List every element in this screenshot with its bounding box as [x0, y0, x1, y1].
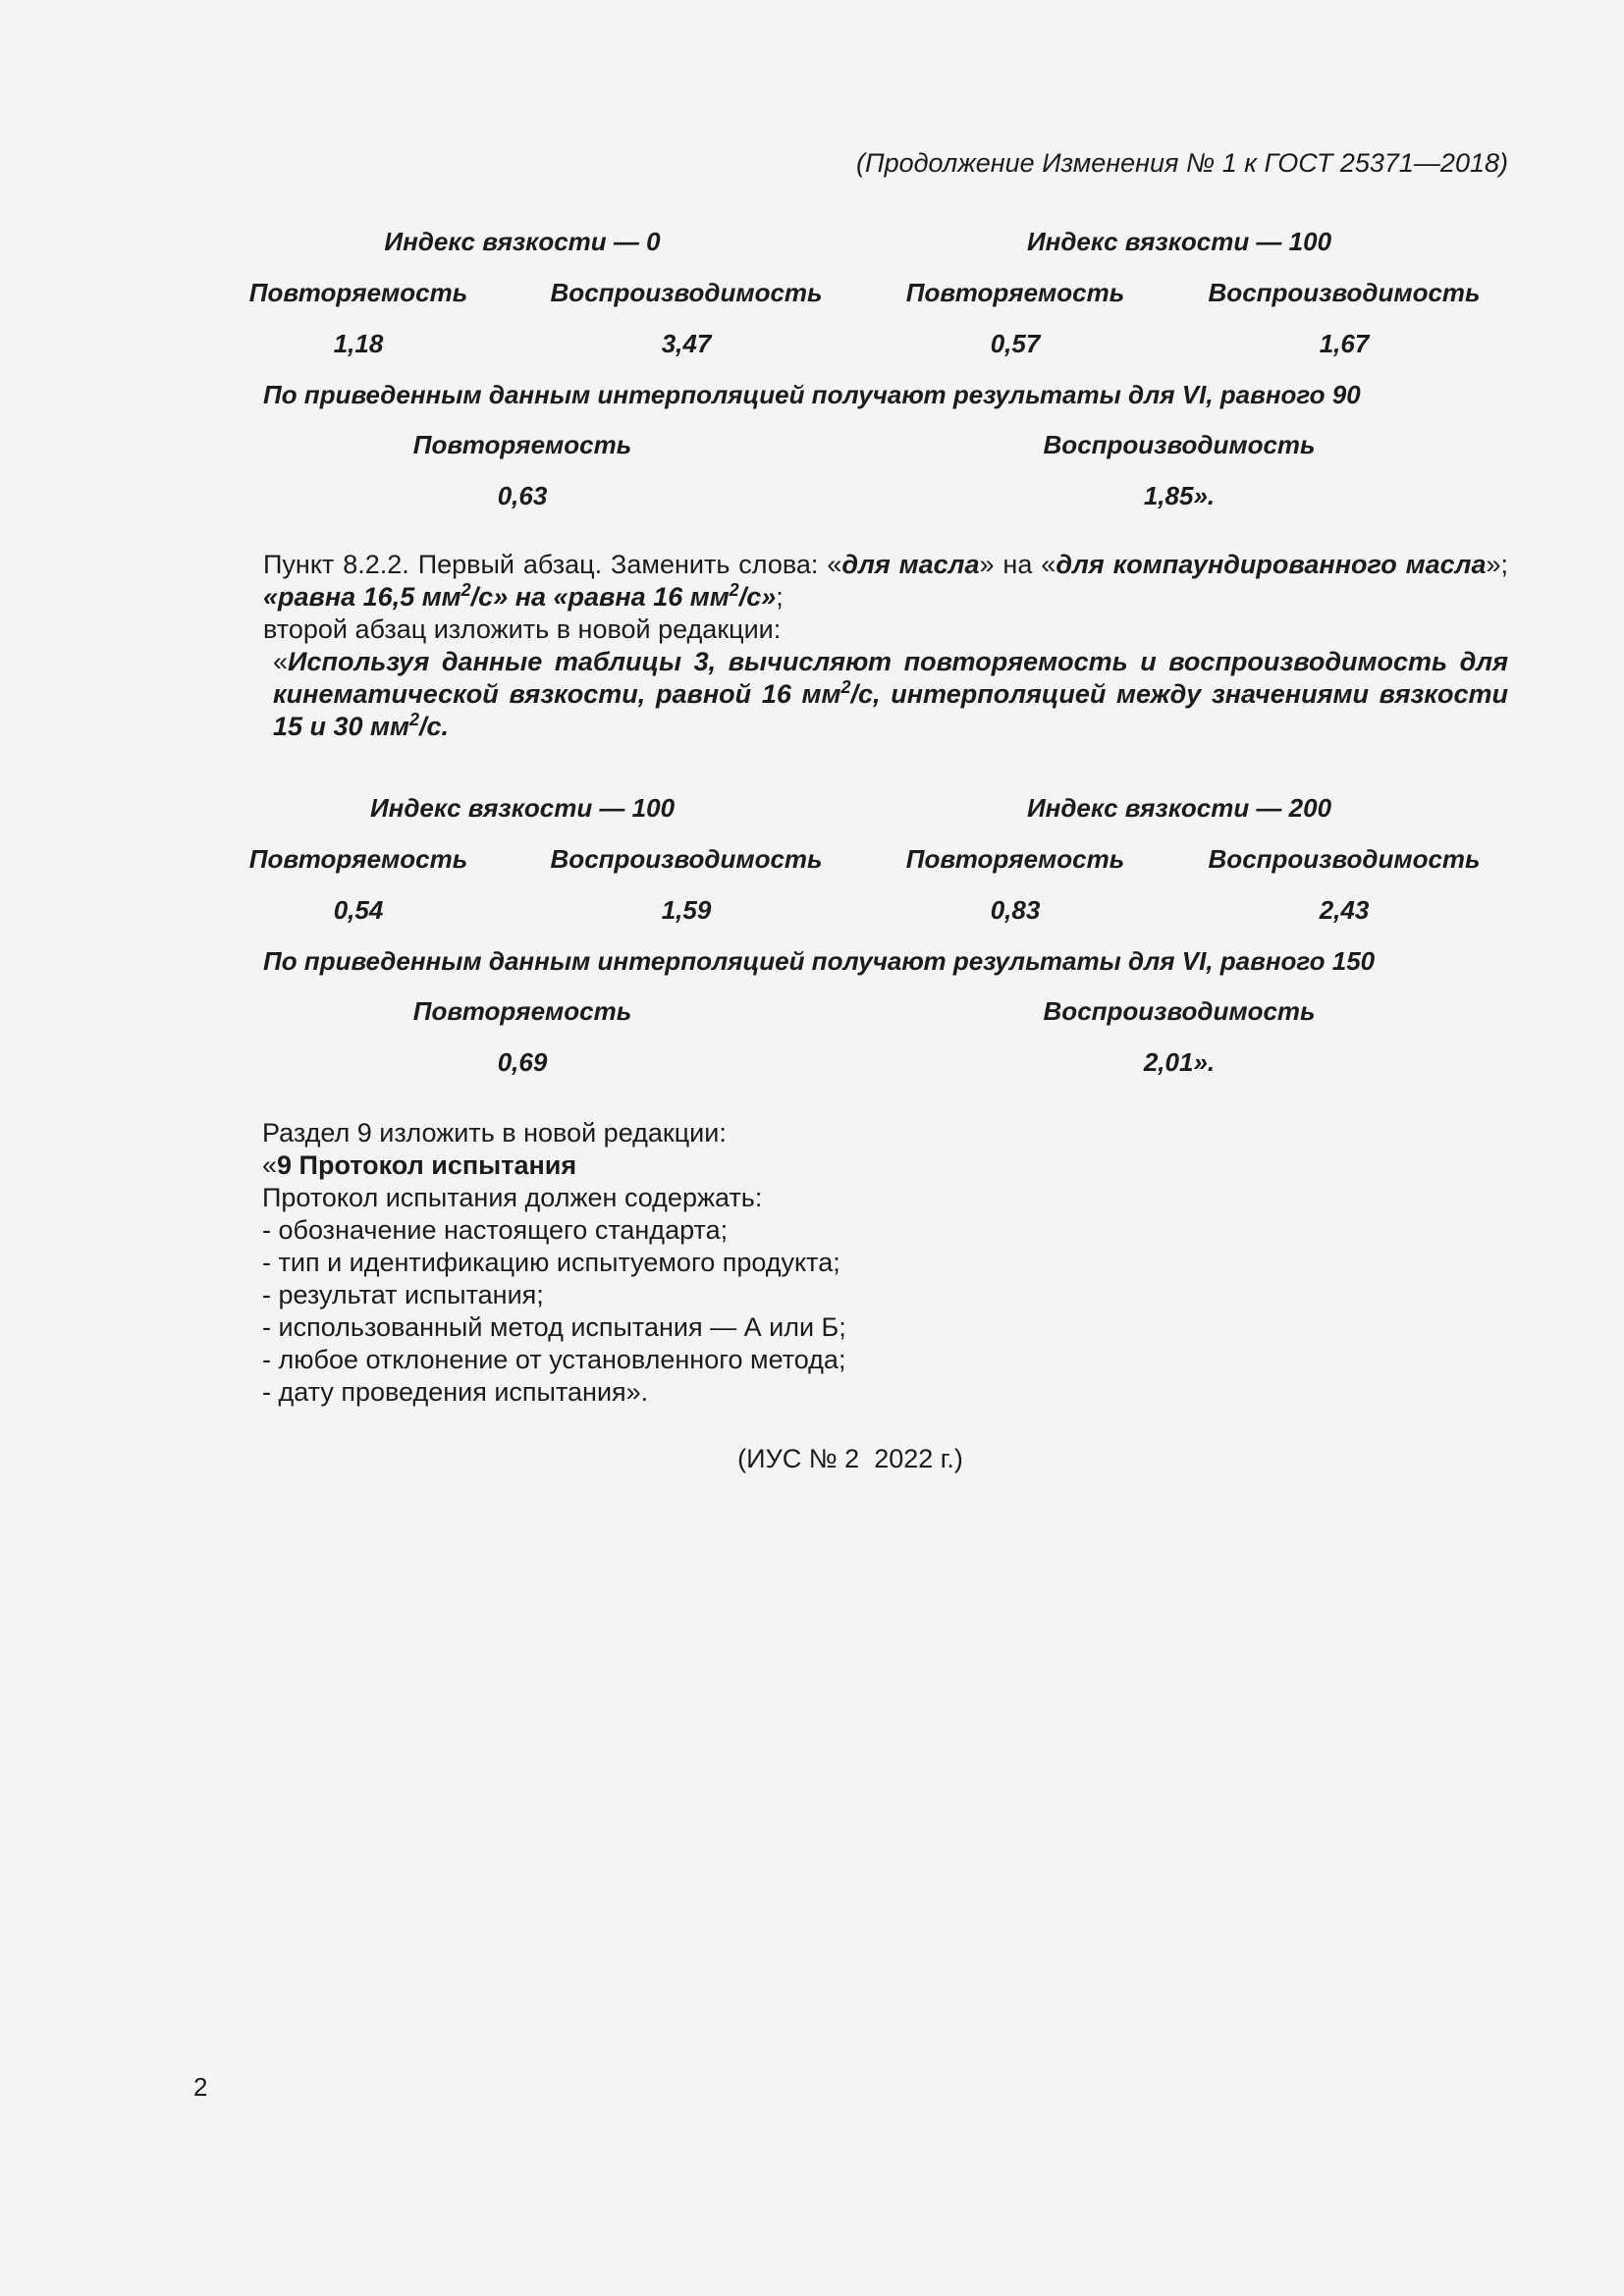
- heading-text: 9 Протокол испытания: [277, 1150, 577, 1180]
- list-item: - результат испытания;: [262, 1280, 544, 1309]
- table2-value: 0,54: [333, 895, 384, 925]
- table1-col-reprod-1: Воспроизводимость: [550, 278, 823, 307]
- table1-result-repeat: 0,63: [497, 481, 548, 510]
- table1-interp-text: По приведенным данным интерполяцией получают результаты для VI, равного 90: [263, 380, 1361, 409]
- amendment-paragraph: [194, 549, 1508, 743]
- text: «: [273, 647, 289, 676]
- table1-result-reprod-label: Воспроизводимость: [1043, 430, 1316, 459]
- text: «: [262, 1150, 278, 1180]
- section9-lead: Протокол испытания должен содержать:: [262, 1183, 763, 1212]
- ius-reference: (ИУС № 2 2022 г.): [737, 1444, 963, 1473]
- section9-heading: [262, 1149, 846, 1182]
- table1-value: 0,57: [990, 329, 1041, 358]
- table2-result-repeat-label: Повторяемость: [412, 996, 632, 1026]
- table2-right-title: Индекс вязкости — 200: [1026, 793, 1332, 823]
- list-item: - тип и идентификацию испытуемого продукта;: [262, 1248, 840, 1277]
- list-item: - использованный метод испытания — А или Б;: [262, 1312, 846, 1342]
- table2-result-repeat: 0,69: [497, 1047, 548, 1077]
- text: ;: [776, 582, 784, 612]
- text-bold: для масла: [841, 550, 980, 579]
- section9-intro: Раздел 9 изложить в новой редакции:: [262, 1118, 727, 1148]
- table1-right-title: Индекс вязкости — 100: [1026, 227, 1332, 256]
- table1-col-repeat-1: Повторяемость: [248, 278, 468, 307]
- page-header: (Продолжение Изменения № 1 к ГОСТ 25371—2018): [856, 148, 1508, 178]
- paragraph-line-2: второй абзац изложить в новой редакции:: [263, 614, 782, 644]
- paragraph-line-1: [194, 549, 1508, 614]
- table2-interp-text: По приведенным данным интерполяцией получают результаты для VI, равного 150: [263, 946, 1376, 976]
- text: »;: [1486, 550, 1508, 579]
- table2-value: 1,59: [661, 895, 712, 925]
- table1-value: 1,18: [333, 329, 384, 358]
- section9-block: [262, 1117, 846, 1409]
- table1-result-reprod: 1,85».: [1143, 481, 1216, 510]
- table1-col-reprod-2: Воспроизводимость: [1208, 278, 1481, 307]
- list-item: - дату проведения испытания».: [262, 1377, 649, 1407]
- table2-col-reprod-2: Воспроизводимость: [1208, 844, 1481, 874]
- text: » на «: [979, 550, 1056, 579]
- table2-result-reprod: 2,01».: [1143, 1047, 1216, 1077]
- table2-col-repeat-2: Повторяемость: [905, 844, 1125, 874]
- text-bold: «равна 16,5 $мм^2/с$» на «равна 16 $мм^2/с$»: [263, 580, 777, 612]
- table1-col-repeat-2: Повторяемость: [905, 278, 1125, 307]
- text: Пункт 8.2.2. Первый абзац. Заменить слова: «: [263, 550, 842, 579]
- text-bold: для компаундированного масла: [1056, 550, 1487, 579]
- table1-left-title: Индекс вязкости — 0: [384, 227, 661, 256]
- table1-value: 3,47: [661, 329, 712, 358]
- table2-value: 2,43: [1319, 895, 1370, 925]
- table1-result-repeat-label: Повторяемость: [412, 430, 632, 459]
- table2-result-reprod-label: Воспроизводимость: [1043, 996, 1316, 1026]
- table1-value: 1,67: [1319, 329, 1370, 358]
- list-item: - обозначение настоящего стандарта;: [262, 1215, 729, 1245]
- list-item: - любое отклонение от установленного метода;: [262, 1345, 846, 1374]
- paragraph-quote: [194, 646, 1508, 743]
- table2-left-title: Индекс вязкости — 100: [369, 793, 676, 823]
- table2-col-reprod-1: Воспроизводимость: [550, 844, 823, 874]
- table2-col-repeat-1: Повторяемость: [248, 844, 468, 874]
- text-bold: Используя данные таблицы 3, вычисляют повторяемость и воспроизводимость для кинематической вязкости, равной 16 $мм^2/с$, интерполяцией между значениями вязкости 15 и 30 $мм^2/с$.: [273, 647, 1508, 741]
- table2-value: 0,83: [990, 895, 1041, 925]
- page-number: 2: [193, 2072, 208, 2102]
